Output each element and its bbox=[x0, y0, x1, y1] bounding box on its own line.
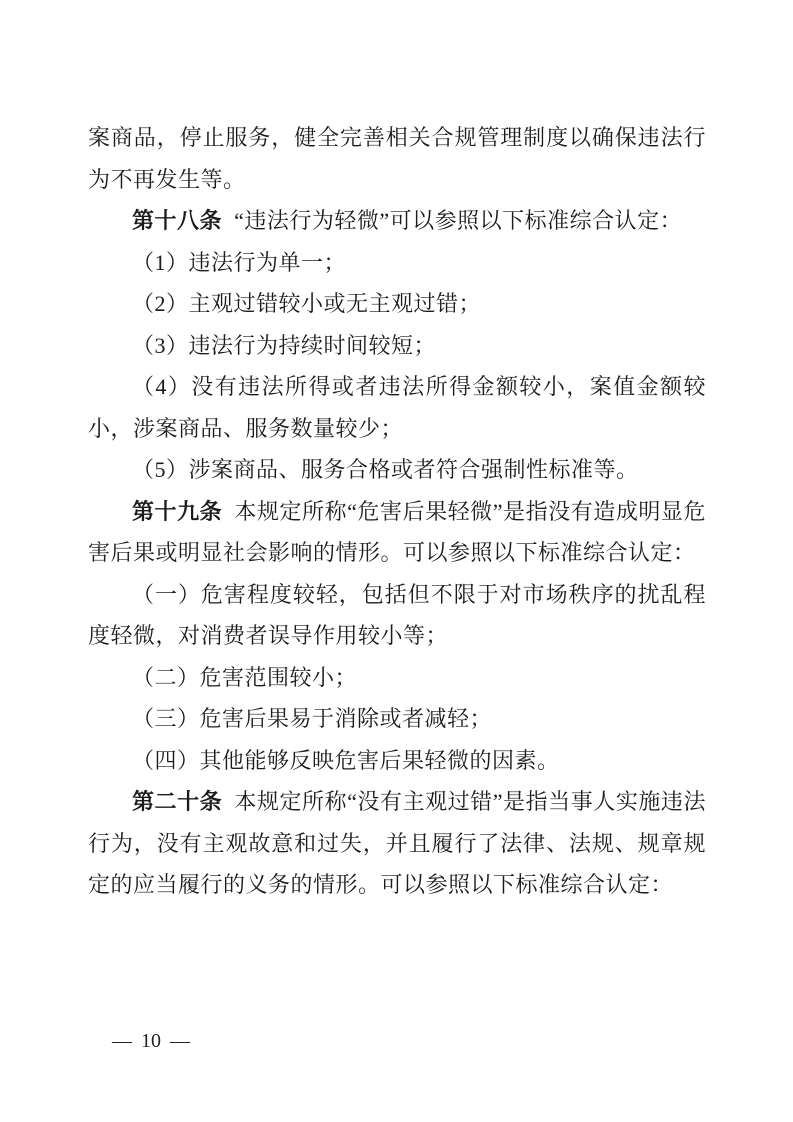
list-item-5 bbox=[88, 449, 706, 491]
paragraph-continuation bbox=[88, 117, 706, 200]
document-body bbox=[88, 117, 706, 906]
list-item-si bbox=[88, 740, 706, 782]
list-item-text: （4）没有违法所得或者违法所得金额较小，案值金额较小，涉案商品、服务数量较少； bbox=[88, 374, 706, 441]
list-item-er bbox=[88, 657, 706, 699]
list-item-2 bbox=[88, 283, 706, 325]
article-19-paragraph bbox=[88, 491, 706, 574]
list-item-yi bbox=[88, 574, 706, 657]
list-item-4 bbox=[88, 366, 706, 449]
list-item-text: （三）危害后果易于消除或者减轻； bbox=[132, 706, 493, 731]
article-19-text: 本规定所称“危害后果轻微”是指没有造成明显危害后果或明显社会影响的情形。可以参照以下标准综合认定： bbox=[88, 498, 706, 565]
list-item-text: （5）涉案商品、服务合格或者符合强制性标准等。 bbox=[132, 457, 639, 482]
list-item-1 bbox=[88, 242, 706, 284]
list-item-text: （四）其他能够反映危害后果轻微的因素。 bbox=[132, 747, 560, 773]
list-item-text: （1）违法行为单一； bbox=[132, 249, 347, 275]
page-number: — 10 — bbox=[112, 1030, 190, 1052]
article-18-paragraph bbox=[88, 200, 706, 242]
page-footer bbox=[112, 1028, 190, 1054]
article-18-text: “违法行为轻微”可以参照以下标准综合认定： bbox=[234, 208, 683, 233]
article-20-paragraph bbox=[88, 781, 706, 906]
article-19-number: 第十九条 bbox=[132, 498, 223, 524]
list-item-text: （二）危害范围较小； bbox=[132, 664, 358, 690]
list-item-3 bbox=[88, 325, 706, 367]
list-item-text: （一）危害程度较轻，包括但不限于对市场秩序的扰乱程度轻微，对消费者误导作用较小等； bbox=[88, 581, 706, 648]
list-item-text: （3）违法行为持续时间较短； bbox=[132, 332, 437, 358]
list-item-text: （2）主观过错较小或无主观过错； bbox=[132, 291, 482, 316]
article-20-number: 第二十条 bbox=[132, 789, 223, 814]
article-18-number: 第十八条 bbox=[132, 208, 223, 233]
list-item-san bbox=[88, 698, 706, 740]
article-20-text: 本规定所称“没有主观过错”是指当事人实施违法行为，没有主观故意和过失，并且履行了法律、法规、规章规定的应当履行的义务的情形。可以参照以下标准综合认定： bbox=[88, 789, 706, 897]
paragraph-text: 案商品，停止服务，健全完善相关合规管理制度以确保违法行为不再发生等。 bbox=[88, 125, 706, 192]
